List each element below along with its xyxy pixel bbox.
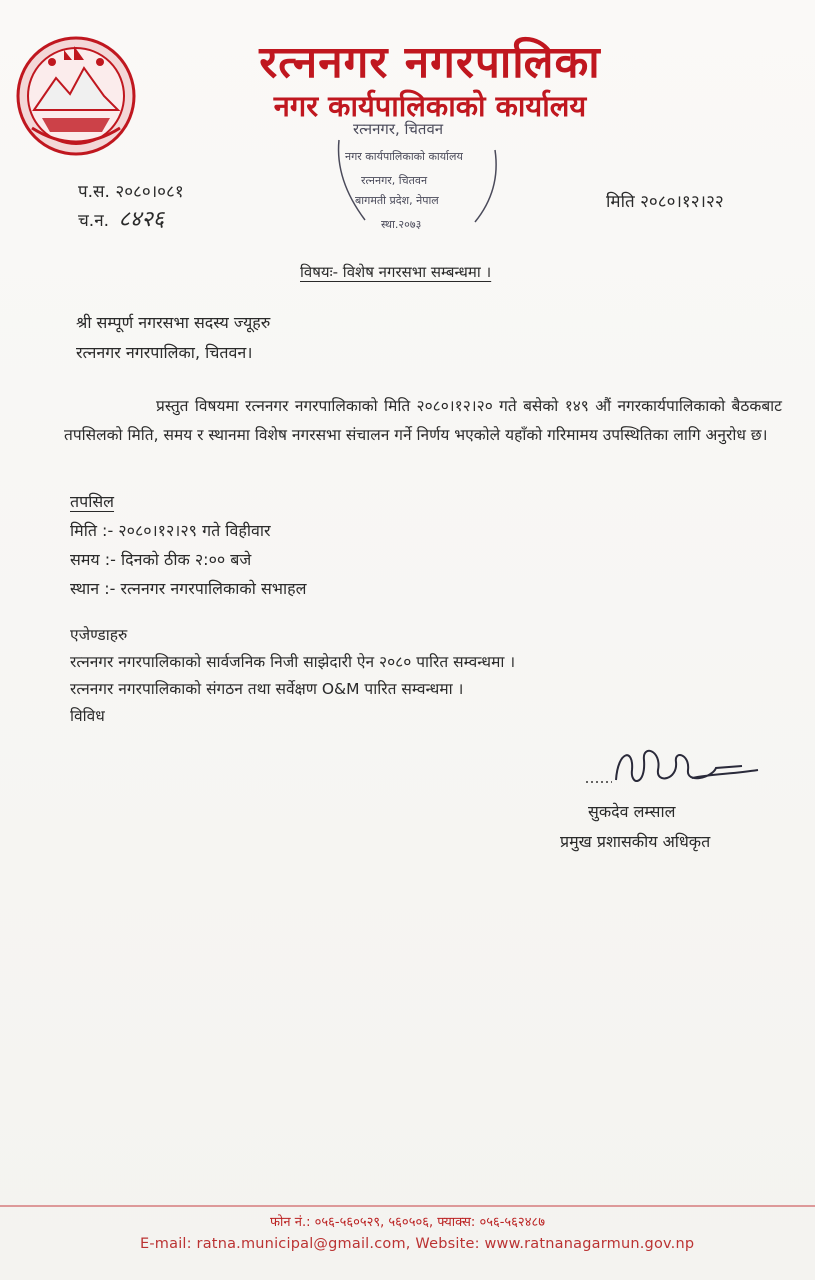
stamp-line-5: स्था.२०७३ bbox=[381, 218, 422, 231]
stamp-line-4: बागमती प्रदेश, नेपाल bbox=[355, 194, 439, 207]
body-paragraph: प्रस्तुत विषयमा रत्ननगर नगरपालिकाको मिति २०८०।१२।२० गते बसेको १४९ औं नगरकार्यपालिकाको बैठकबाट तपसिलको मिति, समय र स्थानमा विशेष नगरसभा संचालन गर्ने निर्णय भएकोले यहाँको गरिमामय उपस्थितिका लागि अनुरोध छ। bbox=[64, 397, 782, 444]
schedule-date: मिति :- २०८०।१२।२९ गते विहीवार bbox=[70, 521, 271, 540]
agenda-item: रत्ननगर नगरपालिकाको संगठन तथा सर्वेक्षण O&M पारित सम्वन्धमा । bbox=[70, 680, 464, 698]
schedule-section bbox=[70, 487, 307, 603]
cn-label: च.न. bbox=[78, 211, 110, 231]
date-value: २०८०।१२।२२ bbox=[640, 192, 724, 212]
ps-value: २०८०।०८१ bbox=[115, 182, 184, 202]
stamp-line-3: रत्ननगर, चितवन bbox=[361, 174, 428, 187]
organization-name: रत्ननगर नगरपालिका bbox=[259, 37, 601, 88]
signer-designation: प्रमुख प्रशासकीय अधिकृत bbox=[560, 832, 711, 851]
schedule-place: स्थान :- रत्ननगर नगरपालिकाको सभाहल bbox=[70, 579, 307, 598]
handwritten-signature bbox=[582, 740, 762, 800]
nepal-emblem-icon bbox=[12, 32, 140, 160]
addressee bbox=[76, 308, 270, 368]
footer-phone: फोन नं.: ०५६-५६०५२९, ५६०५०६, फ्याक्स: ०५६-५६२४८७ bbox=[270, 1215, 545, 1230]
stamp-line-2: नगर कार्यपालिकाको कार्यालय bbox=[345, 150, 463, 163]
chalani-number bbox=[78, 206, 184, 235]
addressee-line-1: श्री सम्पूर्ण नगरसभा सदस्य ज्यूहरु bbox=[76, 313, 271, 332]
footer-contact: E-mail: ratna.municipal@gmail.com, Website: www.ratnanagarmun.gov.np bbox=[140, 1236, 695, 1252]
stamp-line-1: रत्ननगर, चितवन bbox=[353, 120, 444, 138]
official-stamp bbox=[325, 110, 525, 240]
signer-name: सुकदेव लम्साल bbox=[588, 802, 676, 821]
addressee-line-2: रत्ननगर नगरपालिका, चितवन। bbox=[76, 343, 253, 362]
schedule-time: समय :- दिनको ठीक २:०० बजे bbox=[70, 550, 252, 569]
footer-divider bbox=[0, 1205, 815, 1207]
signatory bbox=[560, 797, 711, 857]
office-name: नगर कार्यपालिकाको कार्यालय bbox=[273, 89, 587, 123]
patra-sankhya bbox=[78, 178, 184, 206]
agenda-section bbox=[70, 622, 515, 730]
schedule-heading: तपसिल bbox=[70, 492, 115, 511]
cn-value: ८४२६ bbox=[118, 207, 165, 232]
date-label: मिति bbox=[606, 192, 635, 212]
agenda-heading: एजेण्डाहरु bbox=[70, 626, 128, 644]
ps-label: प.स. bbox=[78, 182, 110, 202]
subject-line: विषयः- विशेष नगरसभा सम्बन्धमा । bbox=[300, 263, 492, 281]
reference-block bbox=[78, 178, 184, 235]
agenda-item: विविध bbox=[70, 707, 105, 725]
agenda-item: रत्ननगर नगरपालिकाको सार्वजनिक निजी साझेदारी ऐन २०८० पारित सम्वन्धमा । bbox=[70, 653, 516, 671]
letter-date bbox=[606, 189, 724, 212]
